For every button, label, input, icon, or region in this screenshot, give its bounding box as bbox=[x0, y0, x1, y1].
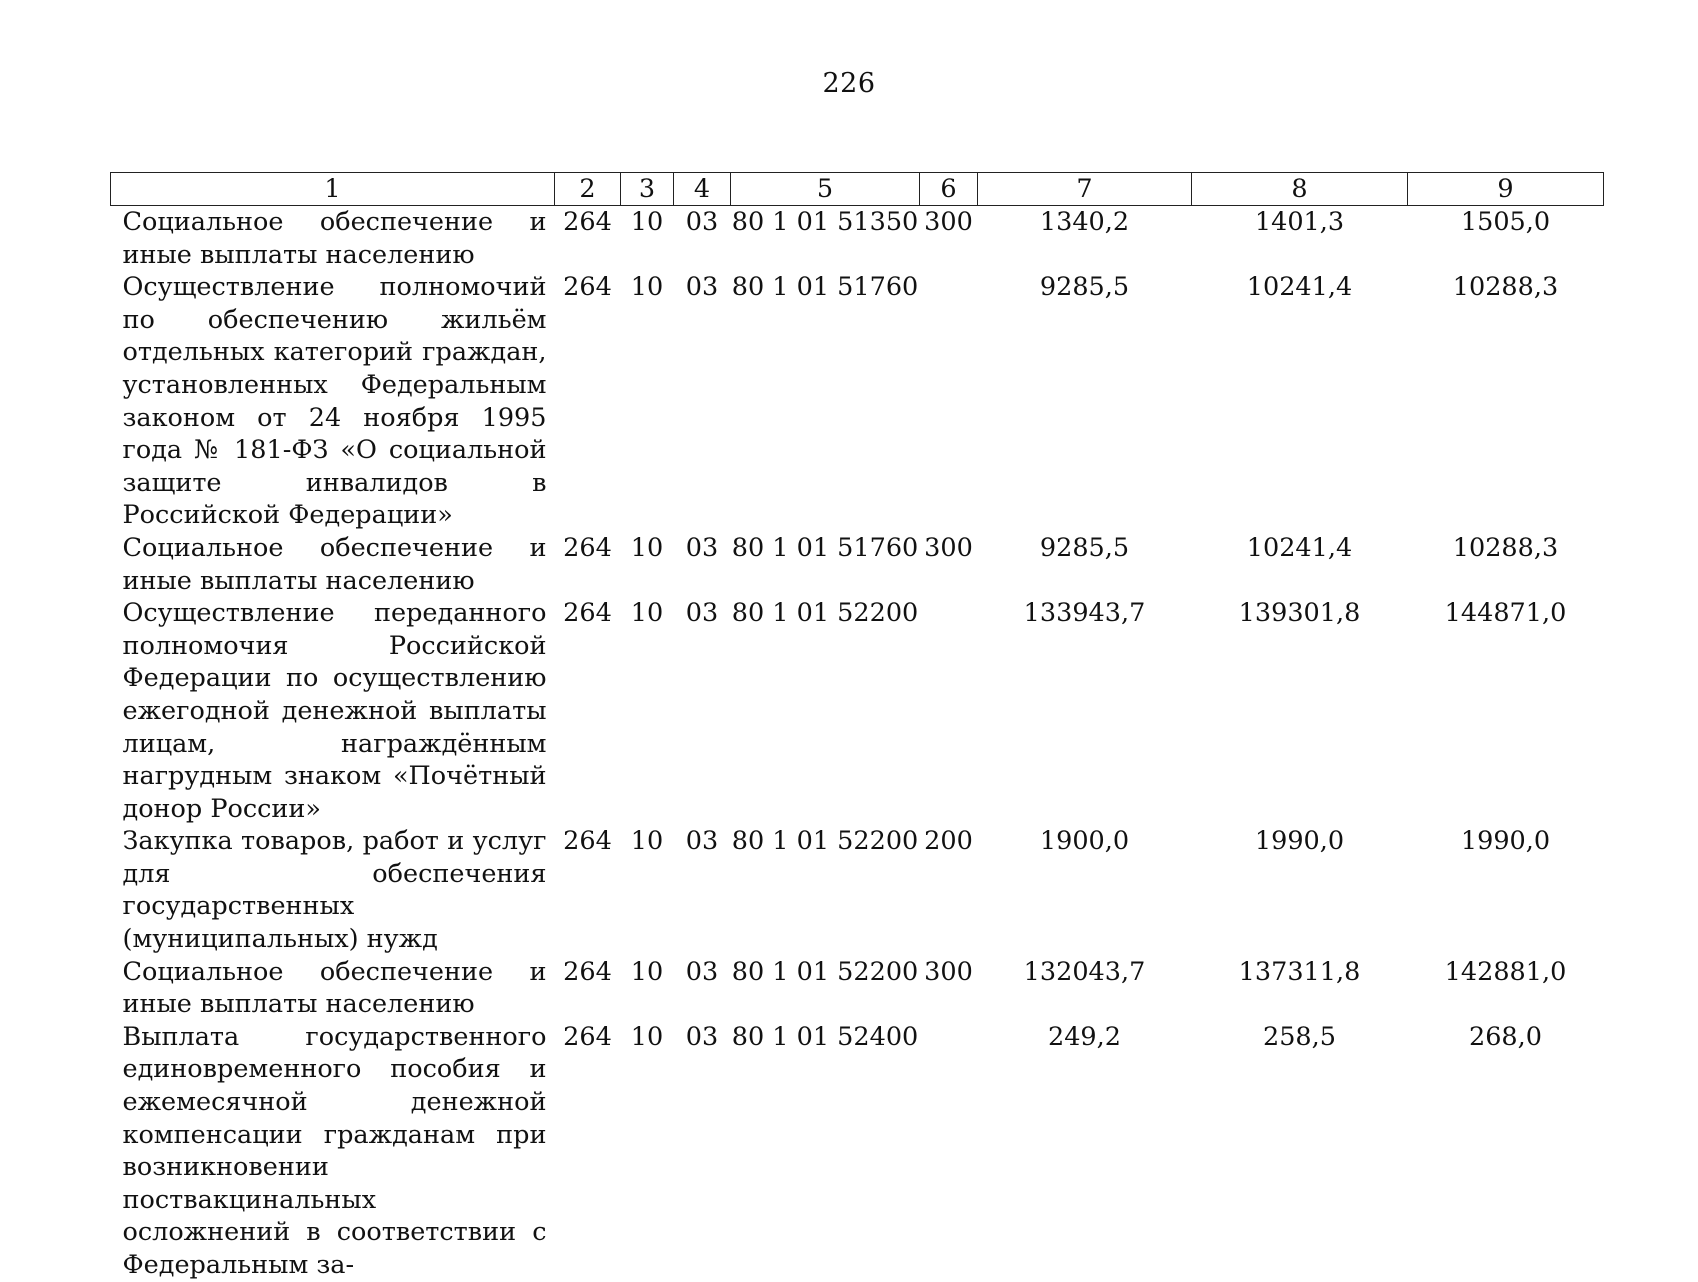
subsection-code: 03 bbox=[685, 598, 719, 629]
amount-year-1: 132043,7 bbox=[1023, 956, 1146, 987]
amount-year-2: 1990,0 bbox=[1254, 826, 1345, 857]
item-name: Социальное обеспечение и иные выплаты населению bbox=[122, 207, 547, 270]
amount-year-2: 258,5 bbox=[1262, 1021, 1336, 1052]
table-row bbox=[111, 206, 1604, 272]
item-name: Социальное обеспечение и иные выплаты населению bbox=[122, 532, 547, 596]
amount-year-1: 249,2 bbox=[1047, 1021, 1121, 1052]
amount-year-1: 1340,2 bbox=[1039, 207, 1130, 237]
target-article-code: 80 1 01 51760 bbox=[731, 532, 919, 563]
ministry-code: 264 bbox=[563, 207, 612, 237]
target-article-code: 80 1 01 51760 bbox=[731, 272, 919, 303]
amount-year-1: 133943,7 bbox=[1023, 598, 1146, 629]
column-header: 3 bbox=[621, 173, 674, 206]
section-code: 10 bbox=[630, 272, 664, 303]
item-name: Выплата государственного единовременного пособия и ежемесячной денежной компенсации гражданам при возникновении поствакцинальных осложнений в соответствии с Федеральным за- bbox=[122, 1021, 547, 1280]
expense-type-code bbox=[920, 271, 978, 532]
amount-year-3: 10288,3 bbox=[1452, 532, 1559, 563]
amount-year-2: 139301,8 bbox=[1238, 598, 1361, 629]
section-code: 10 bbox=[630, 207, 664, 237]
ministry-code: 264 bbox=[563, 826, 612, 857]
section-code: 10 bbox=[630, 826, 664, 857]
amount-year-2: 10241,4 bbox=[1246, 532, 1353, 563]
amount-year-3: 144871,0 bbox=[1444, 598, 1567, 629]
expense-type-code: 200 bbox=[924, 826, 973, 857]
expense-type-code bbox=[920, 597, 978, 825]
expense-type-code: 300 bbox=[924, 207, 973, 237]
table-row bbox=[111, 532, 1604, 597]
table-row bbox=[111, 271, 1604, 532]
section-code: 10 bbox=[630, 1021, 664, 1052]
column-header: 1 bbox=[111, 173, 555, 206]
amount-year-1: 9285,5 bbox=[1039, 272, 1130, 303]
item-name: Осуществление полномочий по обеспечению жильём отдельных категорий граждан, установленных Федеральным законом от 24 ноября 1995 года № 181-ФЗ «О социальной защите инвалидов в Российской Федерации» bbox=[122, 272, 547, 531]
subsection-code: 03 bbox=[685, 207, 719, 237]
target-article-code: 80 1 01 52200 bbox=[731, 826, 919, 857]
subsection-code: 03 bbox=[685, 1021, 719, 1052]
item-name: Закупка товаров, работ и услуг для обеспечения государственных (муниципальных) нужд bbox=[122, 826, 547, 955]
column-header: 6 bbox=[920, 173, 978, 206]
subsection-code: 03 bbox=[685, 272, 719, 303]
target-article-code: 80 1 01 52200 bbox=[731, 956, 919, 987]
subsection-code: 03 bbox=[685, 826, 719, 857]
column-header: 7 bbox=[978, 173, 1192, 206]
section-code: 10 bbox=[630, 532, 664, 563]
column-header: 4 bbox=[674, 173, 731, 206]
ministry-code: 264 bbox=[563, 598, 612, 629]
table-row bbox=[111, 825, 1604, 955]
amount-year-3: 268,0 bbox=[1468, 1021, 1542, 1052]
amount-year-3: 1505,0 bbox=[1460, 207, 1551, 237]
item-name: Социальное обеспечение и иные выплаты населению bbox=[122, 956, 547, 1020]
section-code: 10 bbox=[630, 598, 664, 629]
table-row bbox=[111, 597, 1604, 825]
section-code: 10 bbox=[630, 956, 664, 987]
page-number: 226 bbox=[822, 68, 876, 99]
item-name: Осуществление переданного полномочия Российской Федерации по осуществлению ежегодной денежной выплаты лицам, награждённым нагрудным знаком «Почётный донор России» bbox=[122, 598, 547, 824]
table-row bbox=[111, 956, 1604, 1021]
column-header: 2 bbox=[555, 173, 621, 206]
amount-year-1: 9285,5 bbox=[1039, 532, 1130, 563]
target-article-code: 80 1 01 52400 bbox=[731, 1021, 919, 1052]
amount-year-2: 137311,8 bbox=[1238, 956, 1361, 987]
ministry-code: 264 bbox=[563, 956, 612, 987]
column-header: 8 bbox=[1192, 173, 1408, 206]
ministry-code: 264 bbox=[563, 532, 612, 563]
table-header-row bbox=[111, 173, 1604, 206]
amount-year-3: 142881,0 bbox=[1444, 956, 1567, 987]
expense-type-code: 300 bbox=[924, 532, 973, 563]
amount-year-2: 1401,3 bbox=[1254, 207, 1345, 237]
table-row bbox=[111, 1021, 1604, 1282]
subsection-code: 03 bbox=[685, 956, 719, 987]
ministry-code: 264 bbox=[563, 272, 612, 303]
ministry-code: 264 bbox=[563, 1021, 612, 1052]
subsection-code: 03 bbox=[685, 532, 719, 563]
amount-year-1: 1900,0 bbox=[1039, 826, 1130, 857]
amount-year-3: 10288,3 bbox=[1452, 272, 1559, 303]
expense-type-code: 300 bbox=[924, 956, 973, 987]
expense-type-code bbox=[920, 1021, 978, 1282]
target-article-code: 80 1 01 52200 bbox=[731, 598, 919, 629]
amount-year-3: 1990,0 bbox=[1460, 826, 1551, 857]
budget-table bbox=[110, 172, 1604, 1282]
target-article-code: 80 1 01 51350 bbox=[731, 207, 919, 237]
column-header: 9 bbox=[1408, 173, 1604, 206]
amount-year-2: 10241,4 bbox=[1246, 272, 1353, 303]
column-header: 5 bbox=[731, 173, 920, 206]
